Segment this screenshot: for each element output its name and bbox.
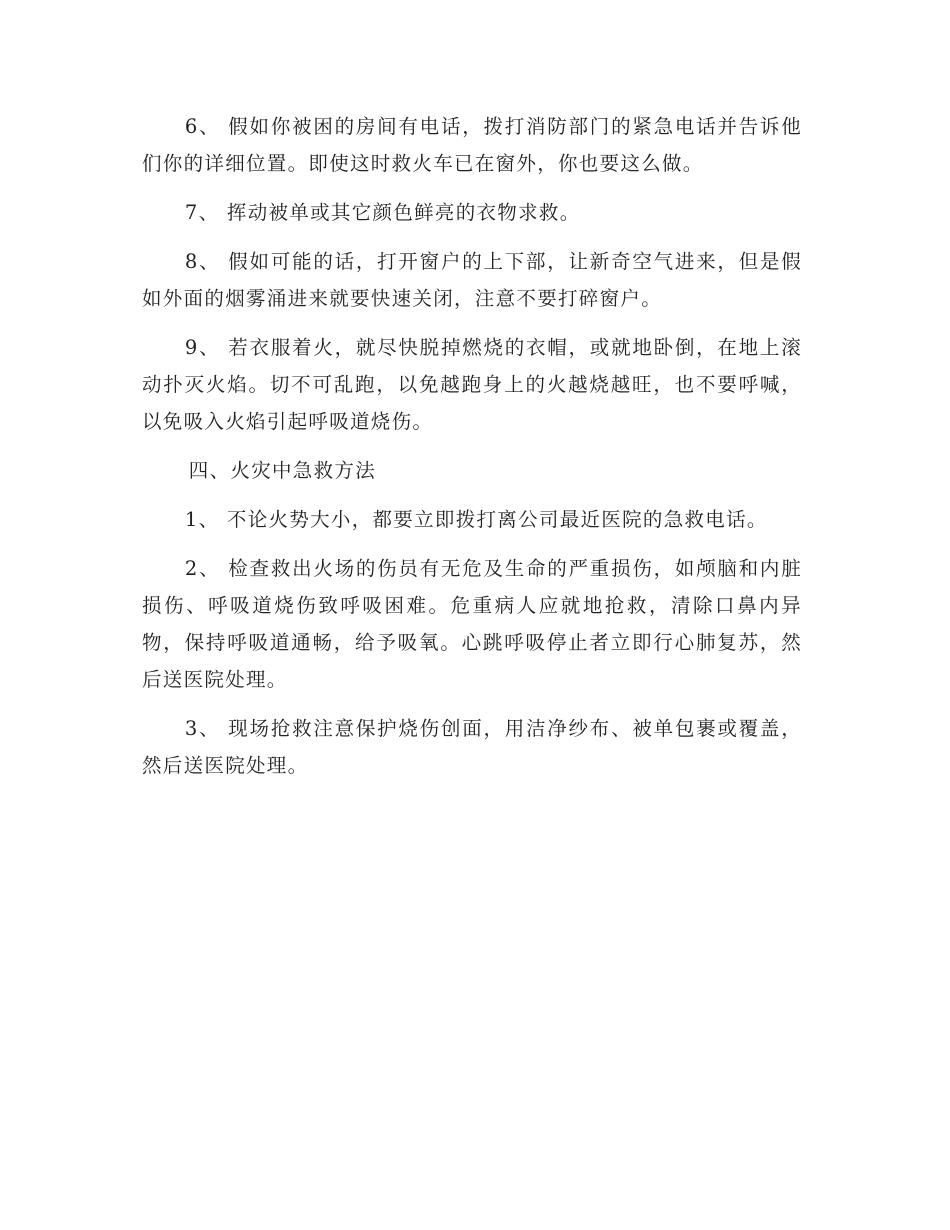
paragraph-item-6: 6、 假如你被困的房间有电话，拨打消防部门的紧急电话并告诉他们你的详细位置。即使这时救火车已在窗外，你也要这么做。	[142, 115, 802, 175]
paragraph-item-7: 7、 挥动被单或其它颜色鲜亮的衣物求救。	[184, 201, 581, 224]
paragraph-item-3: 3、 现场抢救注意保护烧伤创面，用洁净纱布、被单包裹或覆盖，然后送医院处理。	[142, 717, 802, 777]
paragraph-item-1: 1、 不论火势大小，都要立即拨打离公司最近医院的急救电话。	[184, 508, 768, 531]
document-body	[142, 108, 802, 796]
paragraph-item-8: 8、 假如可能的话，打开窗户的上下部，让新奇空气进来，但是假如外面的烟雾涌进来就要快速关闭，注意不要打碎窗户。	[142, 250, 802, 310]
section-heading: 四、火灾中急救方法	[188, 459, 376, 482]
paragraph-item-9: 9、 若衣服着火，就尽快脱掉燃烧的衣帽，或就地卧倒，在地上滚动扑灭火焰。切不可乱跑，以免越跑身上的火越烧越旺，也不要呼喊，以免吸入火焰引起呼吸道烧伤。	[142, 336, 802, 433]
paragraph-item-2: 2、 检查救出火场的伤员有无危及生命的严重损伤，如颅脑和内脏损伤、呼吸道烧伤致呼吸困难。危重病人应就地抢救，清除口鼻内异物，保持呼吸道通畅，给予吸氧。心跳呼吸停止者立即行心肺复苏，然后送医院处理。	[142, 557, 802, 691]
